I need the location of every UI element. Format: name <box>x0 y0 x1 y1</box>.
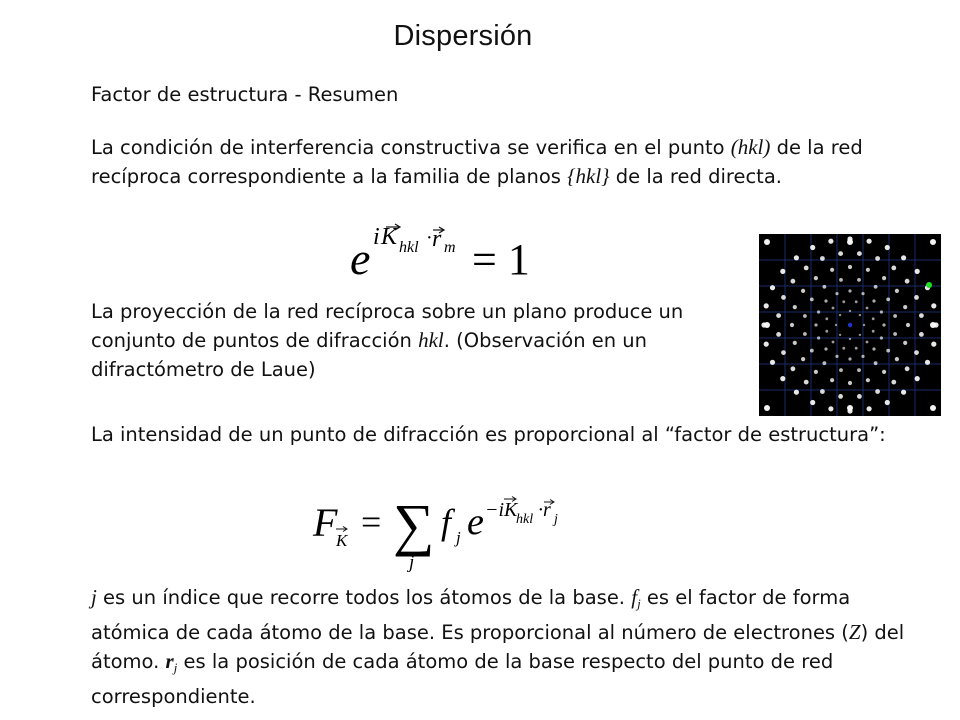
laue-spot <box>857 278 861 282</box>
laue-spot <box>839 368 843 372</box>
para2-text-2: . (Observación en un difractómetro de Laue) <box>91 329 648 381</box>
laue-spot <box>839 334 841 336</box>
laue-spot <box>915 269 920 274</box>
laue-spot <box>886 298 890 302</box>
eq2-exp-r: ·r <box>538 499 551 521</box>
laue-spot <box>866 378 870 382</box>
equation-structure-factor <box>305 488 595 576</box>
laue-spot <box>838 251 843 256</box>
laue-spot <box>925 360 930 365</box>
laue-spot <box>814 370 818 374</box>
equation-laue-condition <box>330 222 560 284</box>
laue-spot <box>866 307 869 310</box>
para3-text-1: La intensidad de un punto de difracción es proporcional al “factor de estructura”: <box>91 423 886 446</box>
laue-spot <box>903 305 907 309</box>
laue-spot <box>903 341 907 345</box>
laue-spot <box>866 268 870 272</box>
laue-spot <box>857 368 861 372</box>
laue-spot <box>874 361 878 365</box>
eq2-exp: −iK <box>485 499 518 521</box>
laue-spot <box>893 332 897 336</box>
eq2-sum-index: j <box>409 552 415 573</box>
laue-spot <box>891 266 896 271</box>
eq2-lhs: F <box>313 500 338 545</box>
math-f: f <box>631 585 638 609</box>
laue-spot <box>848 381 852 385</box>
laue-spot <box>817 310 820 313</box>
laue-spot <box>863 324 865 326</box>
slide-title: Dispersión <box>393 20 533 52</box>
laue-spot <box>861 292 864 295</box>
laue-spot <box>791 366 796 371</box>
laue-spot <box>847 405 853 411</box>
eq1-exp-dot: · <box>426 227 433 249</box>
laue-spot <box>764 303 769 308</box>
laue-spot <box>776 313 781 318</box>
laue-spot <box>861 355 864 358</box>
eq2-f: f <box>441 502 452 542</box>
eq2-equals: = <box>361 502 382 542</box>
eq2-exp-r-sub: j <box>554 512 558 527</box>
laue-spot <box>764 342 769 347</box>
laue-spot <box>804 266 809 271</box>
eq1-exp-r: r <box>432 226 442 252</box>
eq2-e: e <box>467 501 484 543</box>
laue-spot <box>838 394 843 399</box>
laue-spot <box>842 347 845 350</box>
laue-spot <box>895 357 899 361</box>
laue-spot <box>926 282 932 288</box>
laue-spot <box>930 239 936 245</box>
laue-spot <box>810 349 814 353</box>
laue-spot <box>914 295 919 300</box>
para4-text-1: es un índice que recorre todos los átomos de la base. <box>96 586 632 609</box>
laue-spot <box>872 347 875 350</box>
laue-spot <box>780 269 785 274</box>
laue-spot <box>886 349 890 353</box>
eq1-rhs: = 1 <box>472 235 530 284</box>
math-r: r <box>165 649 174 673</box>
laue-spot <box>848 265 852 269</box>
para4-text-2: es el factor de forma atómica de cada átomo de la base. Es proporcional al número de electrones ( <box>91 586 851 644</box>
math-r-sub: j <box>173 660 178 675</box>
para1-text-1: La condición de interferencia constructiva se verifica en el punto <box>91 136 731 159</box>
laue-spot <box>855 300 858 303</box>
eq1-exp-sub: hkl <box>399 239 419 256</box>
laue-spot <box>901 390 906 395</box>
eq2-sum: ∑ <box>393 492 435 557</box>
laue-spot <box>931 342 936 347</box>
laue-spot <box>810 298 814 302</box>
laue-spot <box>872 330 875 333</box>
laue-spot <box>839 314 841 316</box>
eq1-base: e <box>350 233 371 284</box>
laue-spot <box>842 300 845 303</box>
laue-spot <box>847 239 853 245</box>
laue-spot <box>906 323 910 327</box>
laue-spot <box>810 400 815 405</box>
laue-spot <box>823 361 827 365</box>
para4-text-4: es la posición de cada átomo de la base respecto del punto de red correspondiente. <box>91 650 834 708</box>
math-hkl-spots: hkl <box>418 328 444 352</box>
slide-subtitle: Factor de estructura - Resumen <box>91 83 399 106</box>
eq1-exp-i: i <box>373 224 380 250</box>
para4-text-3: ) del átomo. <box>91 621 905 673</box>
laue-spot <box>882 323 885 326</box>
laue-spot <box>825 330 828 333</box>
math-j: j <box>91 585 97 609</box>
laue-spot <box>885 400 890 405</box>
laue-spot <box>867 406 872 411</box>
laue-spot <box>781 295 786 300</box>
laue-spot <box>882 370 886 374</box>
laue-spot <box>764 405 770 411</box>
math-hkl-point: (hkl) <box>730 135 771 159</box>
laue-spot <box>867 239 872 244</box>
laue-spot <box>801 289 805 293</box>
laue-spot <box>839 278 843 282</box>
laue-spot <box>882 276 886 280</box>
laue-spot <box>820 389 825 394</box>
laue-spot <box>931 303 936 308</box>
laue-spot <box>828 406 833 411</box>
laue-spot <box>793 305 797 309</box>
laue-spot <box>764 239 770 245</box>
laue-spot <box>803 332 807 336</box>
laue-spot <box>794 255 799 260</box>
laue-spot <box>780 376 785 381</box>
laue-spot <box>804 380 809 385</box>
laue-spot <box>849 310 851 312</box>
laue-spot <box>919 313 924 318</box>
laue-diffraction-image <box>759 234 941 416</box>
laue-spot <box>855 347 858 350</box>
laue-spot <box>770 285 775 290</box>
laue-spot <box>790 323 794 327</box>
laue-spot <box>791 279 796 284</box>
laue-spot <box>824 347 827 350</box>
laue-spot <box>880 310 883 313</box>
laue-spot <box>848 323 852 327</box>
laue-spot <box>901 255 906 260</box>
laue-spot <box>915 376 920 381</box>
laue-spot <box>776 332 781 337</box>
laue-spot <box>875 256 880 261</box>
laue-spot <box>830 378 834 382</box>
laue-spot <box>872 317 875 320</box>
math-f-sub: j <box>637 596 641 611</box>
eq1-exp-k: K <box>381 224 398 250</box>
laue-spot <box>857 251 862 256</box>
laue-spot <box>781 350 786 355</box>
laue-spot <box>835 292 838 295</box>
para2-text-1: La proyección de la red recíproca sobre un plano produce un conjunto de puntos de difracción <box>91 300 684 352</box>
laue-spot <box>914 350 919 355</box>
laue-spot <box>835 355 838 358</box>
laue-spot <box>849 338 851 340</box>
paragraph-reciprocal-projection <box>91 297 756 384</box>
para1-text-3: de la red directa. <box>609 165 782 188</box>
laue-spot <box>866 341 869 344</box>
laue-spot <box>801 357 805 361</box>
eq2-lhs-sub: K <box>336 531 348 550</box>
laue-spot <box>770 360 775 365</box>
eq2-f-sub: j <box>456 528 461 547</box>
laue-spot <box>814 323 817 326</box>
laue-spot <box>930 322 936 328</box>
laue-spot <box>832 341 835 344</box>
laue-spot <box>832 307 835 310</box>
laue-spot <box>848 357 851 360</box>
laue-spot <box>905 366 910 371</box>
laue-spot <box>859 314 861 316</box>
math-z: Z <box>848 620 861 644</box>
laue-spot <box>810 245 815 250</box>
laue-spot <box>828 239 833 244</box>
paragraph-interference-condition <box>91 133 921 191</box>
math-hkl-planes: {hkl} <box>567 164 610 188</box>
laue-spot <box>895 289 899 293</box>
laue-spot <box>885 245 890 250</box>
laue-spot <box>872 299 875 302</box>
laue-spot <box>817 336 820 339</box>
laue-spot <box>835 324 837 326</box>
laue-spot <box>803 314 807 318</box>
laue-spot <box>919 332 924 337</box>
laue-spot <box>793 341 797 345</box>
laue-spot <box>794 390 799 395</box>
laue-spot <box>891 380 896 385</box>
laue-spot <box>814 276 818 280</box>
laue-spot <box>764 322 770 328</box>
laue-spot <box>905 279 910 284</box>
paragraph-intensity <box>91 420 921 449</box>
para1-text-2: de la red recíproca correspondiente a la familia de planos <box>91 136 863 188</box>
laue-spot <box>875 389 880 394</box>
laue-spot <box>823 285 827 289</box>
paragraph-structure-factor-explanation <box>91 583 921 711</box>
eq1-exp-r-sub: m <box>444 239 456 256</box>
laue-spot <box>824 299 827 302</box>
laue-spot <box>874 285 878 289</box>
laue-spot <box>880 336 883 339</box>
laue-spot <box>825 317 828 320</box>
laue-spot <box>859 334 861 336</box>
eq2-exp-sub: hkl <box>516 512 534 527</box>
laue-spot <box>893 314 897 318</box>
laue-spot <box>830 268 834 272</box>
laue-spot <box>857 394 862 399</box>
laue-spot <box>930 405 936 411</box>
laue-spot <box>820 256 825 261</box>
laue-spot <box>848 289 851 292</box>
